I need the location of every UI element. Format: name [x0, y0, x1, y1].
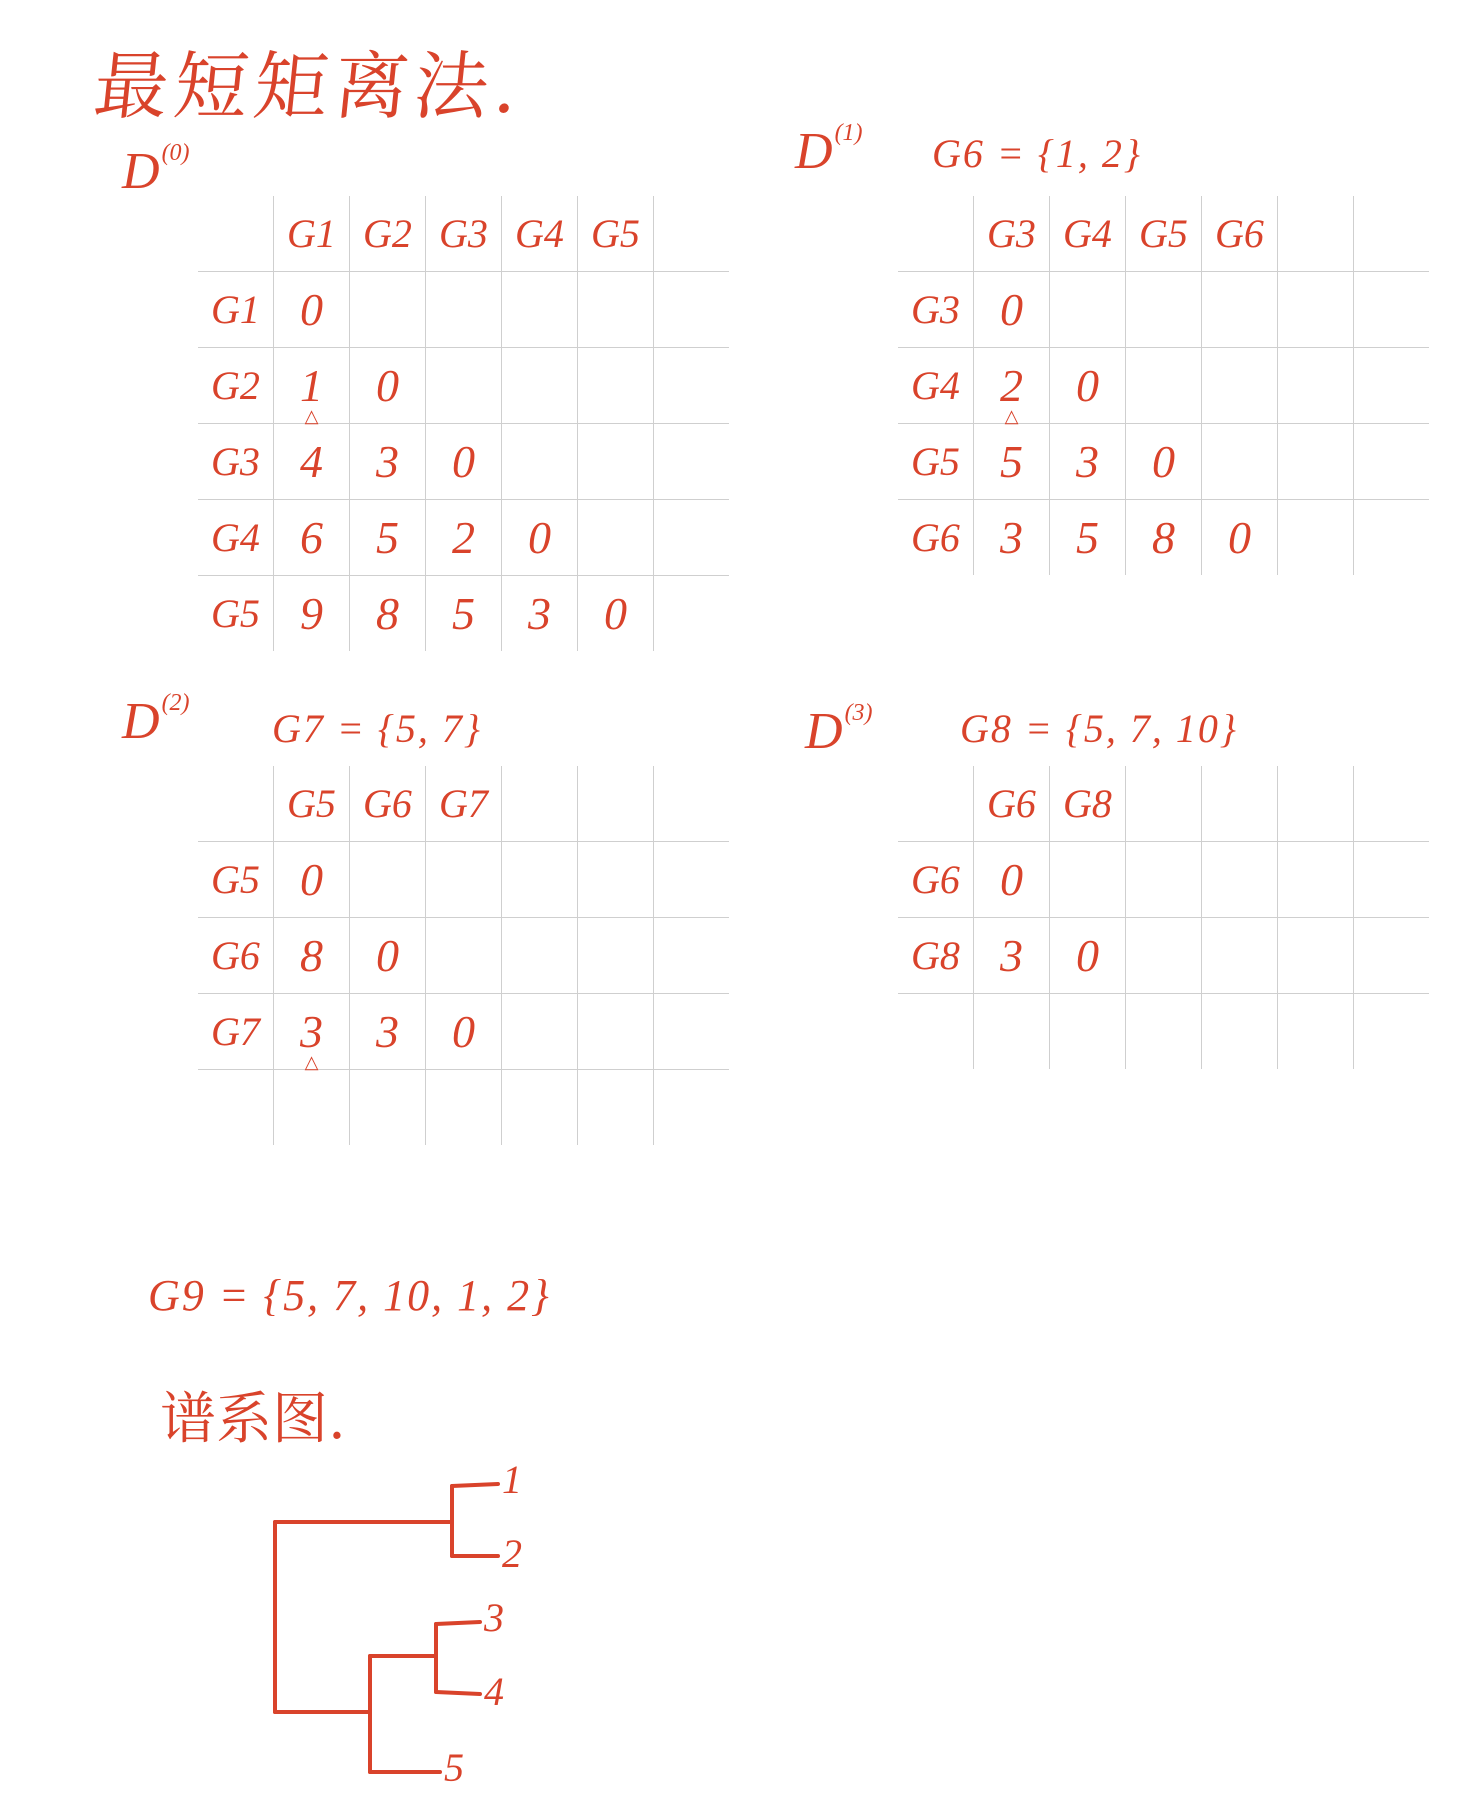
matrix-superscript: (1)	[834, 120, 863, 146]
distance-cell: 3	[974, 918, 1050, 994]
distance-cell: 3	[974, 500, 1050, 576]
distance-cell: 5	[974, 424, 1050, 500]
matrix-name: D	[805, 703, 843, 760]
title-text: 最短矩离法	[89, 44, 499, 130]
distance-cell: 3	[1050, 424, 1126, 500]
merge-equation-g6: G6 = {1, 2}	[932, 131, 1142, 176]
matrix-name: D	[122, 693, 160, 750]
distance-cell: 0	[1050, 918, 1126, 994]
dendrogram-title-dot: .	[328, 1387, 346, 1452]
distance-cell: 3	[350, 424, 426, 500]
row-header: G4	[898, 348, 974, 424]
row-header: G6	[911, 515, 960, 560]
distance-cell: 0	[1050, 348, 1126, 424]
distance-cell: 4	[274, 424, 350, 500]
row-header: G6	[198, 918, 274, 994]
dendrogram-branch-4	[436, 1692, 480, 1694]
distance-cell: 0	[974, 272, 1050, 348]
distance-cell: 0	[502, 500, 578, 576]
matrix-name: D	[795, 123, 833, 180]
matrix-name: D	[122, 143, 160, 200]
distance-cell: 0	[350, 348, 426, 424]
distance-cell: 8	[274, 918, 350, 994]
matrix-superscript: (3)	[844, 700, 873, 726]
row-header: G3	[198, 424, 274, 500]
row-header: G6	[898, 842, 974, 918]
distance-cell: 8	[1126, 500, 1202, 576]
matrix-superscript: (2)	[161, 690, 190, 716]
merge-equation-g7: G7 = {5, 7}	[272, 706, 482, 751]
column-header: G1	[274, 196, 350, 272]
column-header: G6	[1202, 196, 1278, 272]
matrix-superscript: (0)	[161, 140, 190, 166]
distance-cell: 0	[350, 918, 426, 994]
column-header: G5	[1126, 196, 1202, 272]
distance-cell: 0	[578, 576, 654, 652]
row-header: G7	[198, 994, 274, 1070]
dendrogram-branch-1	[452, 1484, 498, 1486]
row-header: G2	[198, 348, 274, 424]
column-header: G2	[350, 196, 426, 272]
distance-value: 3	[300, 1006, 323, 1057]
column-header: G3	[974, 196, 1050, 272]
row-header: G5	[211, 591, 260, 636]
merge-equation-g8: G8 = {5, 7, 10}	[960, 706, 1238, 751]
min-marker-icon: △	[304, 406, 319, 426]
row-header: G5	[898, 424, 974, 500]
column-header: G8	[1050, 766, 1126, 842]
row-header: G4	[198, 500, 274, 576]
title-dot: .	[489, 44, 529, 130]
final-merge-equation: G9 = {5, 7, 10, 1, 2}	[148, 1271, 551, 1320]
dendrogram-leaf-3: 3	[484, 1595, 504, 1640]
min-marker-icon: △	[304, 1052, 319, 1072]
distance-value: 1	[300, 360, 323, 411]
min-marker-icon: △	[1004, 406, 1019, 426]
row-header: G3	[898, 272, 974, 348]
dendrogram-branch-3	[436, 1622, 480, 1624]
column-header: G4	[502, 196, 578, 272]
dendrogram-leaf-1: 1	[502, 1457, 522, 1502]
distance-cell: 5	[1050, 500, 1126, 576]
distance-cell: 0	[426, 994, 502, 1070]
column-header: G6	[974, 766, 1050, 842]
distance-cell: 0	[1202, 500, 1278, 576]
row-header: G8	[898, 918, 974, 994]
column-header: G5	[578, 196, 654, 272]
column-header: G4	[1050, 196, 1126, 272]
column-header: G7	[426, 766, 502, 842]
distance-cell: 0	[274, 272, 350, 348]
column-header: G5	[274, 766, 350, 842]
distance-cell: 0	[974, 842, 1050, 918]
distance-cell: 6	[274, 500, 350, 576]
dendrogram-leaf-4: 4	[484, 1669, 504, 1714]
dendrogram-leaf-5: 5	[444, 1745, 464, 1790]
distance-cell: 5	[426, 576, 502, 652]
distance-cell: 9	[274, 576, 350, 652]
distance-cell: 3	[350, 994, 426, 1070]
row-header: G1	[198, 272, 274, 348]
dendrogram-title-text: 谱系图	[160, 1387, 328, 1452]
distance-cell: 2	[426, 500, 502, 576]
dendrogram-leaf-2: 2	[502, 1531, 522, 1576]
distance-cell: 0	[1126, 424, 1202, 500]
distance-cell: 3	[502, 576, 578, 652]
column-header: G6	[350, 766, 426, 842]
distance-cell: 0	[274, 842, 350, 918]
distance-cell: 8	[350, 576, 426, 652]
distance-cell: 5	[350, 500, 426, 576]
row-header: G5	[198, 842, 274, 918]
distance-cell: 0	[426, 424, 502, 500]
distance-value: 2	[1000, 360, 1023, 411]
column-header: G3	[426, 196, 502, 272]
